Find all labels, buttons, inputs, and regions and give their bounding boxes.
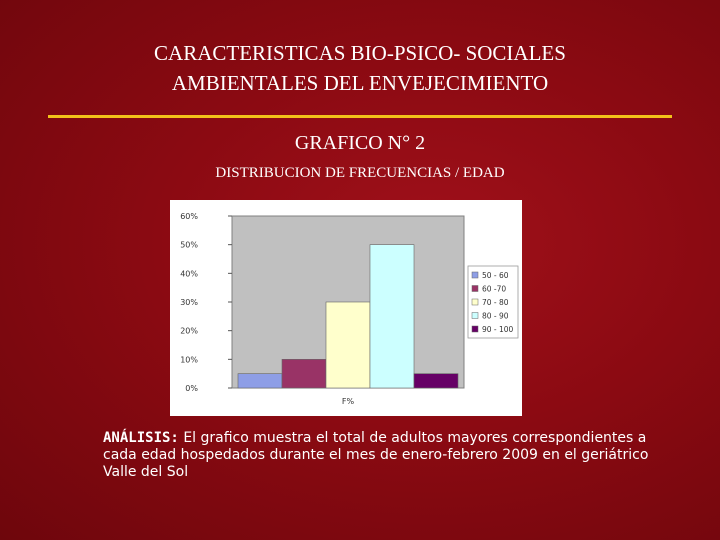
slide-title-line2: AMBIENTALES DEL ENVEJECIMIENTO (171, 71, 549, 95)
y-tick-label: 20% (180, 326, 198, 336)
y-tick-label: 10% (180, 355, 198, 365)
legend-swatch-3 (472, 299, 478, 305)
legend-label-2: 60 -70 (482, 284, 507, 294)
bar-5 (414, 374, 458, 388)
slide-title-line1: CARACTERISTICAS BIO-PSICO- SOCIALES (154, 41, 566, 65)
y-tick-label: 0% (185, 384, 198, 393)
y-tick-label: 50% (180, 240, 198, 250)
y-tick-label: 30% (180, 298, 198, 307)
y-tick-label: 40% (180, 269, 198, 279)
legend-swatch-4 (472, 313, 478, 319)
legend-swatch-2 (472, 286, 478, 292)
chart-area (170, 200, 522, 416)
x-axis-label: F% (341, 397, 355, 406)
graph-number-title: GRAFICO N° 2 (294, 132, 426, 154)
analysis-label: ANÁLISIS: (103, 430, 179, 446)
bar-2 (282, 359, 326, 388)
title-divider (48, 115, 672, 118)
bar-4 (370, 245, 414, 388)
analysis-text: El grafico muestra el total de adultos mayores correspondientes a cada edad hospedados durante el mes de enero-febrero 2009 en el geriátrico Valle del Sol (103, 430, 649, 480)
legend-label-3: 70 - 80 (482, 298, 509, 307)
slide-title (0, 38, 720, 98)
legend-label-1: 50 - 60 (482, 271, 509, 280)
bar-chart (170, 200, 522, 416)
distribution-title: DISTRIBUCION DE FRECUENCIAS / EDAD (215, 165, 505, 181)
legend-label-5: 90 - 100 (482, 325, 514, 334)
analysis-paragraph (103, 430, 683, 481)
legend-label-4: 80 - 90 (482, 311, 509, 321)
legend-swatch-1 (472, 272, 478, 278)
bar-1 (238, 374, 282, 388)
legend-swatch-5 (472, 326, 478, 332)
y-tick-label: 60% (180, 212, 198, 221)
bar-3 (326, 302, 370, 388)
